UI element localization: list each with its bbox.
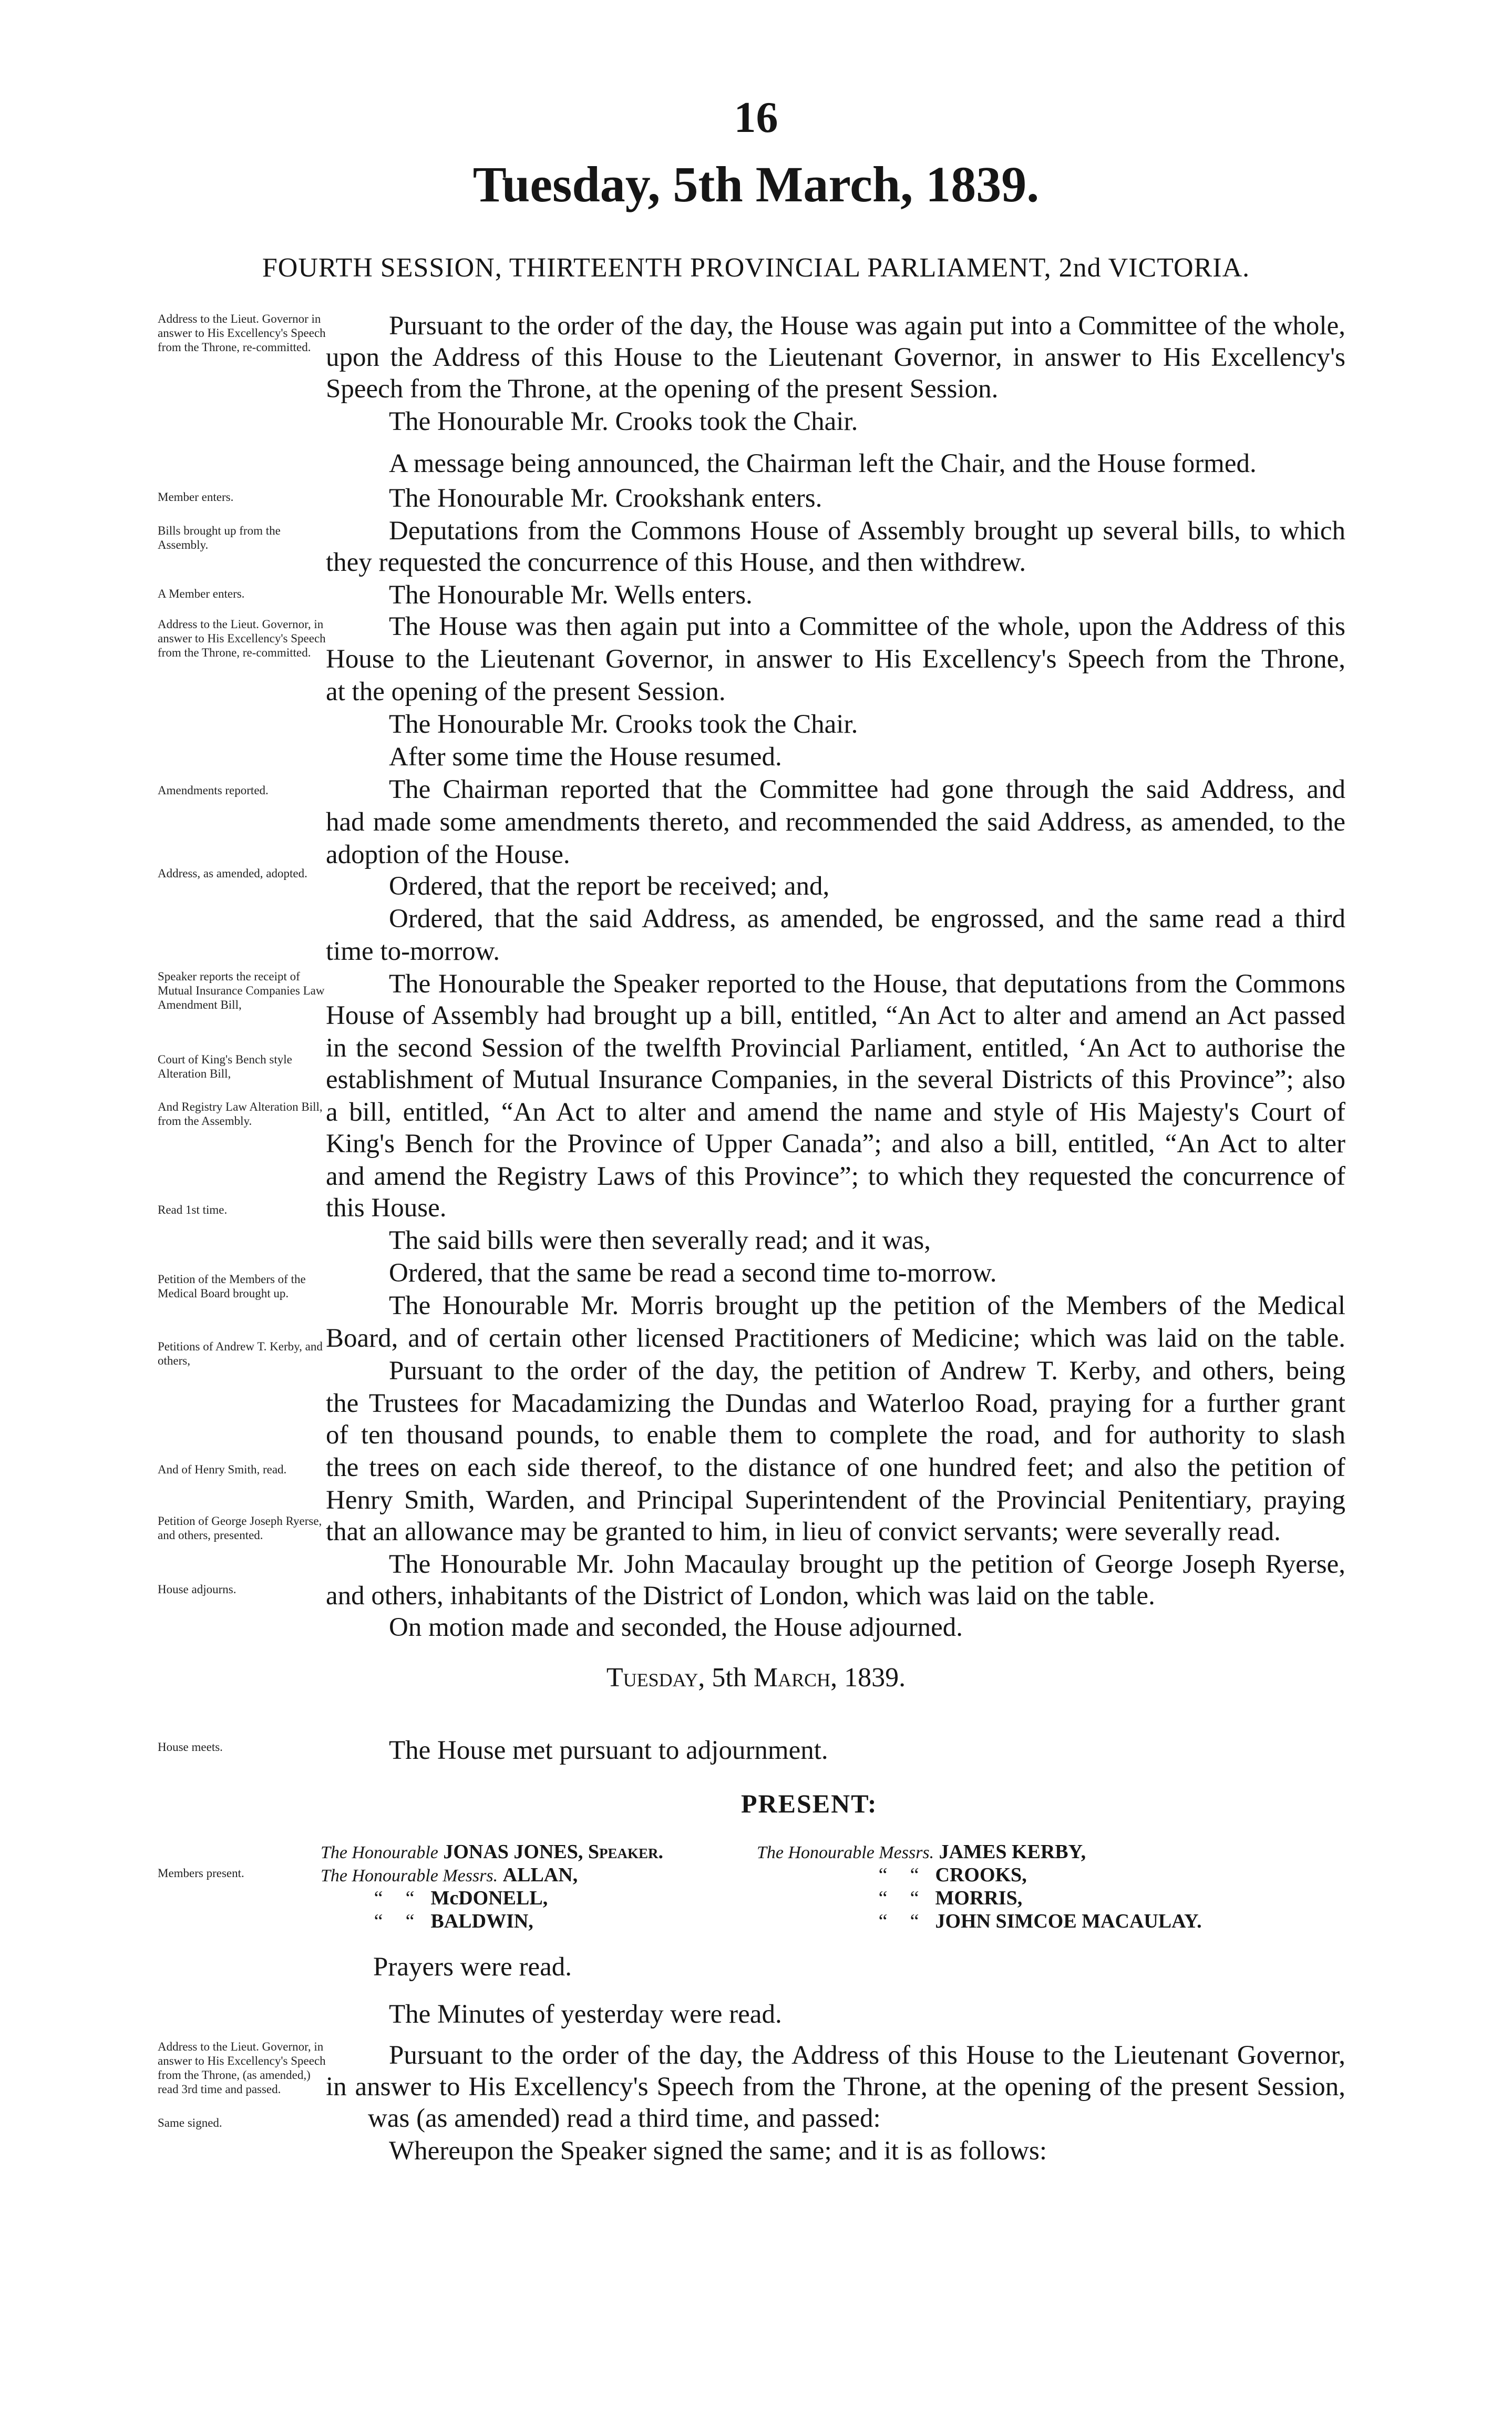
ditto-mark: “ <box>405 1887 415 1909</box>
text-line: at the opening of the present Session. <box>326 677 726 706</box>
text-line: King's Bench for the Province of Upper Canada”; and also a bill, entitled, “An Act to alter <box>326 1129 1345 1159</box>
text-line: Ordered, that the said Address, as amended, be engrossed, and the same read a third <box>389 904 1345 934</box>
text-line: The Honourable Mr. John Macaulay brought up the petition of George Joseph Ryerse, <box>389 1550 1345 1579</box>
text-line: time to-morrow. <box>326 937 500 966</box>
text-line: The Honourable Mr. Crookshank enters. <box>389 484 822 513</box>
member-prefix: The Honourable Messrs. <box>757 1843 934 1862</box>
member-prefix: The Honourable <box>321 1843 438 1862</box>
text-line: House to the Lieutenant Governor, in answer to His Excellency's Speech from the Throne, <box>326 644 1345 674</box>
margin-note: Same signed. <box>158 2116 222 2129</box>
member-line <box>363 1887 548 1909</box>
text-line: A message being announced, the Chairman left the Chair, and the House formed. <box>389 449 1257 478</box>
subdate-year: , 1839. <box>830 1663 906 1693</box>
margin-note: Petitions of Andrew T. Kerby, and others, <box>158 1340 323 1367</box>
text-line: On motion made and seconded, the House adjourned. <box>389 1613 963 1642</box>
subdate-day: Tuesday <box>606 1663 698 1693</box>
text-line: this House. <box>326 1193 447 1223</box>
text-line: After some time the House resumed. <box>389 742 782 772</box>
member-line <box>363 1910 533 1932</box>
margin-note: Amendments reported. <box>158 784 269 797</box>
sub-date-heading <box>0 1662 1512 1693</box>
member-name: ALLAN, <box>502 1864 578 1886</box>
text-line: Speech from the Throne, at the opening of the present Session. <box>326 374 999 404</box>
member-name: BALDWIN, <box>430 1910 533 1932</box>
ditto-mark: “ <box>374 1887 383 1909</box>
subdate-month: March <box>753 1663 831 1693</box>
ditto-mark: “ <box>878 1887 888 1909</box>
text-line: in the second Session of the twelfth Provincial Parliament, entitled, ‘An Act to authorise the <box>326 1033 1345 1063</box>
member-name: CROOKS, <box>935 1864 1027 1886</box>
session-heading: FOURTH SESSION, THIRTEENTH PROVINCIAL PARLIAMENT, 2nd VICTORIA. <box>262 253 1250 283</box>
margin-note: Address to the Lieut. Governor, in answer to His Excellency's Speech from the Throne, re-committed. <box>158 618 326 659</box>
margin-note: And Registry Law Alteration Bill, from the Assembly. <box>158 1100 323 1128</box>
text-line: Ordered, that the report be received; and, <box>389 872 830 901</box>
member-name: JOHN SIMCOE MACAULAY. <box>935 1910 1202 1932</box>
date-heading: Tuesday, 5th March, 1839. <box>472 156 1040 212</box>
ditto-mark: “ <box>405 1910 415 1932</box>
margin-note: Read 1st time. <box>158 1203 228 1216</box>
text-line: Pursuant to the order of the day, the petition of Andrew T. Kerby, and others, being <box>389 1356 1345 1386</box>
ditto-mark: “ <box>878 1864 888 1886</box>
margin-note: House meets. <box>158 1740 223 1754</box>
text-line: a bill, entitled, “An Act to alter and amend the name and style of His Majesty's Court of <box>326 1098 1345 1127</box>
text-line: adoption of the House. <box>326 840 570 869</box>
text-line: Prayers were read. <box>373 1952 572 1982</box>
text-line: The Honourable Mr. Morris brought up the petition of the Members of the Medical <box>389 1291 1345 1320</box>
text-line: and amend the Registry Laws of this Province”; to which they requested the concurrence of <box>326 1162 1345 1191</box>
margin-note: Address to the Lieut. Governor, in answer to His Excellency's Speech from the Throne, (as amended,) read 3rd time and passed. <box>158 2040 326 2096</box>
text-line: Ordered, that the same be read a second time to-morrow. <box>389 1258 997 1288</box>
member-title: Speaker. <box>588 1841 664 1863</box>
present-heading: PRESENT: <box>741 1789 878 1818</box>
margin-note: Petition of the Members of the Medical Board brought up. <box>158 1273 306 1300</box>
text-line: The Honourable Mr. Crooks took the Chair. <box>389 407 858 436</box>
member-name: JAMES KERBY, <box>939 1841 1086 1863</box>
ditto-mark: “ <box>374 1910 383 1932</box>
text-line: was (as amended) read a third time, and passed: <box>368 2104 881 2133</box>
text-line: The House was then again put into a Committee of the whole, upon the Address of this <box>389 612 1345 641</box>
text-line: The Honourable the Speaker reported to the House, that deputations from the Commons <box>389 969 1345 999</box>
margin-note: Member enters. <box>158 490 234 504</box>
text-line: The Chairman reported that the Committee had gone through the said Address, and <box>389 775 1345 804</box>
text-line: The said bills were then severally read; and it was, <box>389 1226 931 1255</box>
text-line: Deputations from the Commons House of Assembly brought up several bills, to which <box>389 516 1345 546</box>
margin-note: And of Henry Smith, read. <box>158 1463 287 1476</box>
member-line <box>867 1864 1027 1886</box>
margin-note: Petition of George Joseph Ryerse, and others, presented. <box>158 1514 322 1542</box>
text-line: the trees on each side thereof, to the distance of one hundred feet; and also the petition of <box>326 1453 1345 1482</box>
text-line: upon the Address of this House to the Lieutenant Governor, in answer to His Excellency's <box>326 343 1345 372</box>
text-line: The Minutes of yesterday were read. <box>389 2000 782 2029</box>
text-line: that an allowance may be granted to him, in lieu of convict servants; were severally read. <box>326 1517 1281 1546</box>
margin-note: Bills brought up from the Assembly. <box>158 524 281 551</box>
ditto-mark: “ <box>910 1887 919 1909</box>
margin-note: House adjourns. <box>158 1583 236 1596</box>
text-line: The Honourable Mr. Crooks took the Chair. <box>389 710 858 739</box>
margin-note: Speaker reports the receipt of Mutual Insurance Companies Law Amendment Bill, <box>158 970 325 1011</box>
subdate-rest: , 5th <box>698 1663 754 1693</box>
ditto-mark: “ <box>878 1910 888 1932</box>
margin-note: A Member enters. <box>158 587 245 600</box>
text-line: establishment of Mutual Insurance Companies, in the several Districts of this Province”; also <box>326 1065 1345 1094</box>
member-line <box>867 1910 1202 1932</box>
text-line: had made some amendments thereto, and recommended the said Address, as amended, to the <box>326 807 1345 837</box>
member-speaker <box>321 1841 663 1864</box>
text-line: The Honourable Mr. Wells enters. <box>389 580 753 610</box>
text-line: Whereupon the Speaker signed the same; and it is as follows: <box>389 2136 1047 2166</box>
member-name: MORRIS, <box>935 1887 1023 1909</box>
text-line: Henry Smith, Warden, and Principal Superintendent of the Provincial Penitentiary, praying <box>326 1485 1345 1515</box>
ditto-mark: “ <box>910 1910 919 1932</box>
text-line: the Trustees for Macadamizing the Dundas and Waterloo Road, praying for a further grant <box>326 1389 1345 1418</box>
text-line: The House met pursuant to adjournment. <box>389 1736 828 1765</box>
member-name: McDONELL, <box>430 1887 548 1909</box>
member-prefix: The Honourable Messrs. <box>321 1866 498 1886</box>
ditto-mark: “ <box>910 1864 919 1886</box>
text-line: they requested the concurrence of this House, and then withdrew. <box>326 548 1026 577</box>
member-name: JONAS JONES, <box>443 1841 583 1863</box>
margin-note: Address, as amended, adopted. <box>158 867 307 880</box>
text-line: and others, inhabitants of the District of London, which was laid on the table. <box>326 1581 1155 1611</box>
margin-note: Members present. <box>158 1867 244 1880</box>
text-line: of ten thousand pounds, to enable them to complete the road, and for authority to slash <box>326 1420 1345 1450</box>
text-line: Board, and of certain other licensed Practitioners of Medicine; which was laid on the table. <box>326 1324 1345 1353</box>
text-line: Pursuant to the order of the day, the House was again put into a Committee of the whole, <box>389 311 1345 341</box>
margin-note: Address to the Lieut. Governor in answer to His Excellency's Speech from the Throne, re-committed. <box>158 312 326 354</box>
member-line <box>867 1887 1022 1909</box>
member-line <box>321 1864 578 1887</box>
text-line: Pursuant to the order of the day, the Address of this House to the Lieutenant Governor, <box>389 2041 1345 2070</box>
margin-note: Court of King's Bench style Alteration Bill, <box>158 1053 292 1080</box>
member-line <box>757 1841 1086 1864</box>
page-number: 16 <box>734 93 778 142</box>
text-line: House of Assembly had brought up a bill, entitled, “An Act to alter and amend an Act passed <box>326 1001 1345 1030</box>
text-line: in answer to His Excellency's Speech from the Throne, at the opening of the present Session, <box>326 2072 1345 2102</box>
